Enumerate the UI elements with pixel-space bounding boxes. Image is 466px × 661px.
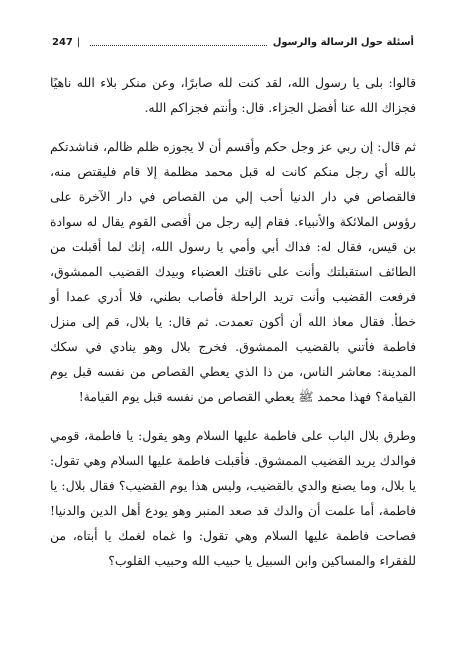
header-dotted-rule	[90, 39, 266, 46]
paragraph-2: ثم قال: إن ربي عز وجل حكم وأقسم أن لا يجوزه ظلم ظالم، فناشدتكم بالله أي رجل منكم كانت له قبل محمد مظلمة إلا قام فليقتص منه، فالقصاص في دار الدنيا أحب إلي من القصاص في دار الآخرة على رؤوس الملائكة والأنبياء. فقام إليه رجل من أقصى القوم يقال له سوادة بن قيس، فقال له: فداك أبي وأمي يا رسول الله، إنك لما أقبلت من الطائف استقبلتك وأنت على ناقتك العضباء وبيدك القضيب الممشوق، فرفعت القضيب وأنت تريد الراحلة فأصاب بطني، فلا أدري عمدا أو خطأ. فقال معاذ الله أن أكون تعمدت. ثم قال: يا بلال، قم إلى منزل فاطمة فأتني بالقضيب الممشوق. فخرج بلال وهو ينادي في سكك المدينة: معاشر الناس، من ذا الذي يعطي القصاص من نفسه قبل يوم القيامة؟ فهذا محمد ﷺ يعطي القصاص من نفسه قبل يوم القيامة!	[50, 139, 416, 404]
page-number: 247	[52, 36, 73, 48]
paragraph-3: وطرق بلال الباب على فاطمة عليها السلام وهو يقول: يا فاطمة، قومي فوالدك يريد القضيب الممشوق. فأقبلت فاطمة عليها السلام وهي تقول: يا بلال، وما يصنع والدي بالقضيب، وليس هذا يوم القضيب؟ فقال بلال: يا فاطمة، أما علمت أن والدك قد صعد المنبر وهو يودع أهل الدين والدنيا! فصاحت فاطمة عليها السلام وهي تقول: وا غماه لغمك يا أبتاه، من للفقراء والمساكين وابن السبيل يا حبيب الله وحبيب القلوب؟	[50, 428, 416, 568]
paragraph-1: قالوا: بلى يا رسول الله، لقد كنت لله صابرًا، وعن منكر بلاء الله ناهيًا فجزاك الله عنا أفضل الجزاء. قال: وأنتم فجزاكم الله.	[50, 75, 416, 115]
page-body	[50, 70, 416, 587]
header-separator: |	[76, 36, 81, 48]
running-header	[52, 32, 414, 52]
header-title: أسئلة حول الرسالة والرسول	[272, 36, 414, 48]
